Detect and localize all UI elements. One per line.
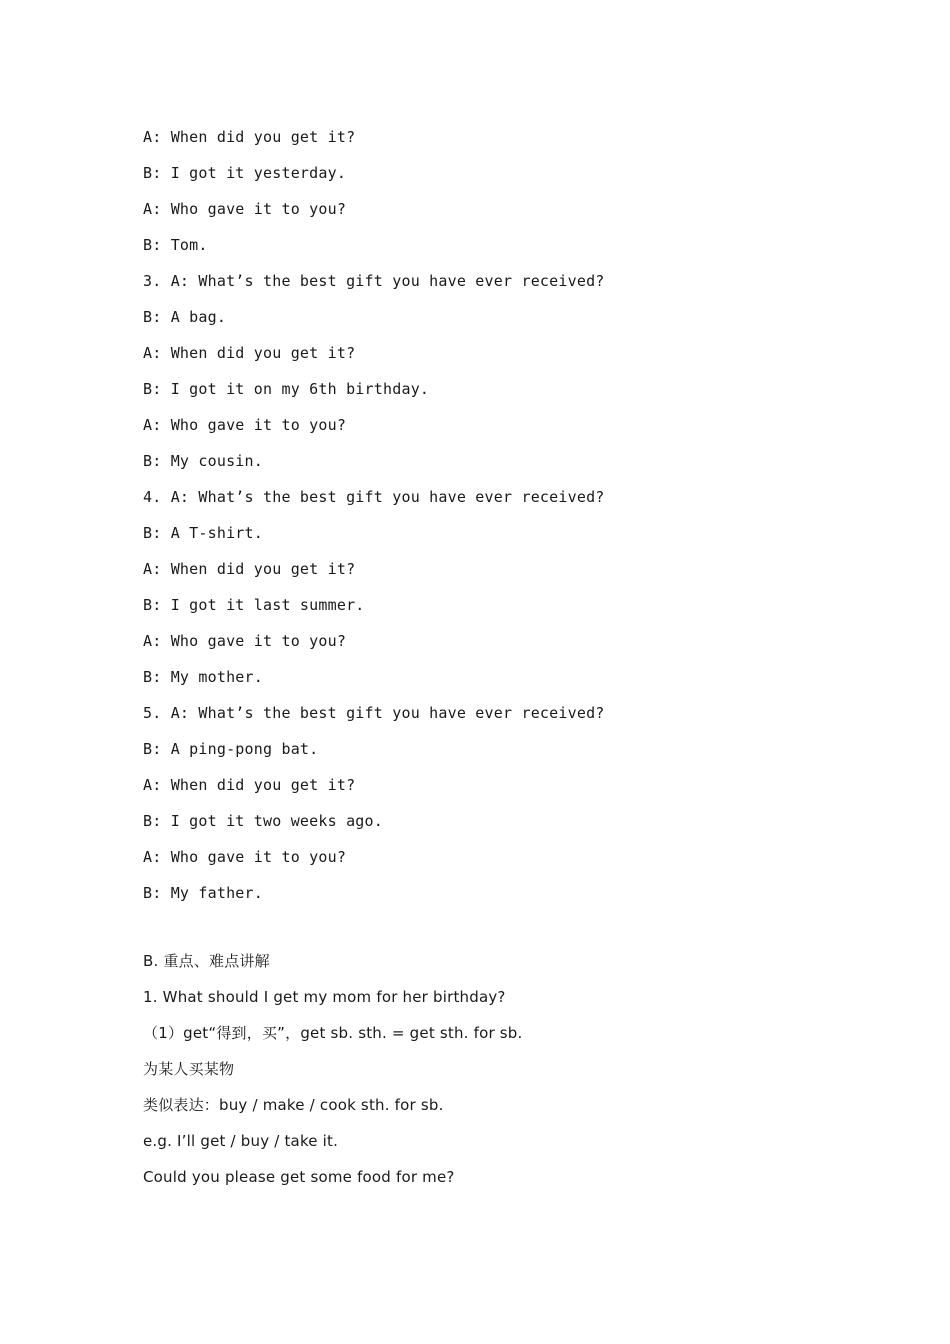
dialogue-line: A: Who gave it to you?	[143, 632, 347, 650]
dialogue-line: B: Tom.	[143, 236, 208, 254]
dialogue-line: A: When did you get it?	[143, 560, 356, 578]
note-line: e.g. I’ll get / buy / take it.	[143, 1132, 339, 1150]
blank-line	[143, 918, 843, 950]
note-line: 类似表达：buy / make / cook sth. for sb.	[143, 1096, 444, 1114]
document-body	[143, 126, 843, 1202]
dialogue-line: B: A T-shirt.	[143, 524, 263, 542]
dialogue-line: A: When did you get it?	[143, 128, 356, 146]
dialogue-line: B: My cousin.	[143, 452, 263, 470]
dialogue-line: B: A bag.	[143, 308, 227, 326]
dialogue-line: 4. A: What’s the best gift you have ever received?	[143, 488, 605, 506]
dialogue-line: B: I got it last summer.	[143, 596, 365, 614]
dialogue-line: B: I got it two weeks ago.	[143, 812, 383, 830]
dialogue-line: A: Who gave it to you?	[143, 848, 347, 866]
dialogue-line: B: My father.	[143, 884, 263, 902]
dialogue-line: A: When did you get it?	[143, 344, 356, 362]
note-line: 为某人买某物	[143, 1060, 235, 1078]
dialogue-line: B: I got it on my 6th birthday.	[143, 380, 430, 398]
dialogue-line: A: Who gave it to you?	[143, 200, 347, 218]
dialogue-line: A: When did you get it?	[143, 776, 356, 794]
dialogue-line: B: My mother.	[143, 668, 263, 686]
section-title: B. 重点、难点讲解	[143, 952, 270, 970]
note-line: Could you please get some food for me?	[143, 1168, 455, 1186]
dialogue-line: A: Who gave it to you?	[143, 416, 347, 434]
dialogue-line: 3. A: What’s the best gift you have ever received?	[143, 272, 605, 290]
note-line: （1）get“得到，买”，get sb. sth. = get sth. for sb.	[143, 1024, 523, 1042]
dialogue-line: B: A ping-pong bat.	[143, 740, 319, 758]
note-line: 1. What should I get my mom for her birthday?	[143, 988, 506, 1006]
dialogue-line: 5. A: What’s the best gift you have ever received?	[143, 704, 605, 722]
dialogue-line: B: I got it yesterday.	[143, 164, 347, 182]
